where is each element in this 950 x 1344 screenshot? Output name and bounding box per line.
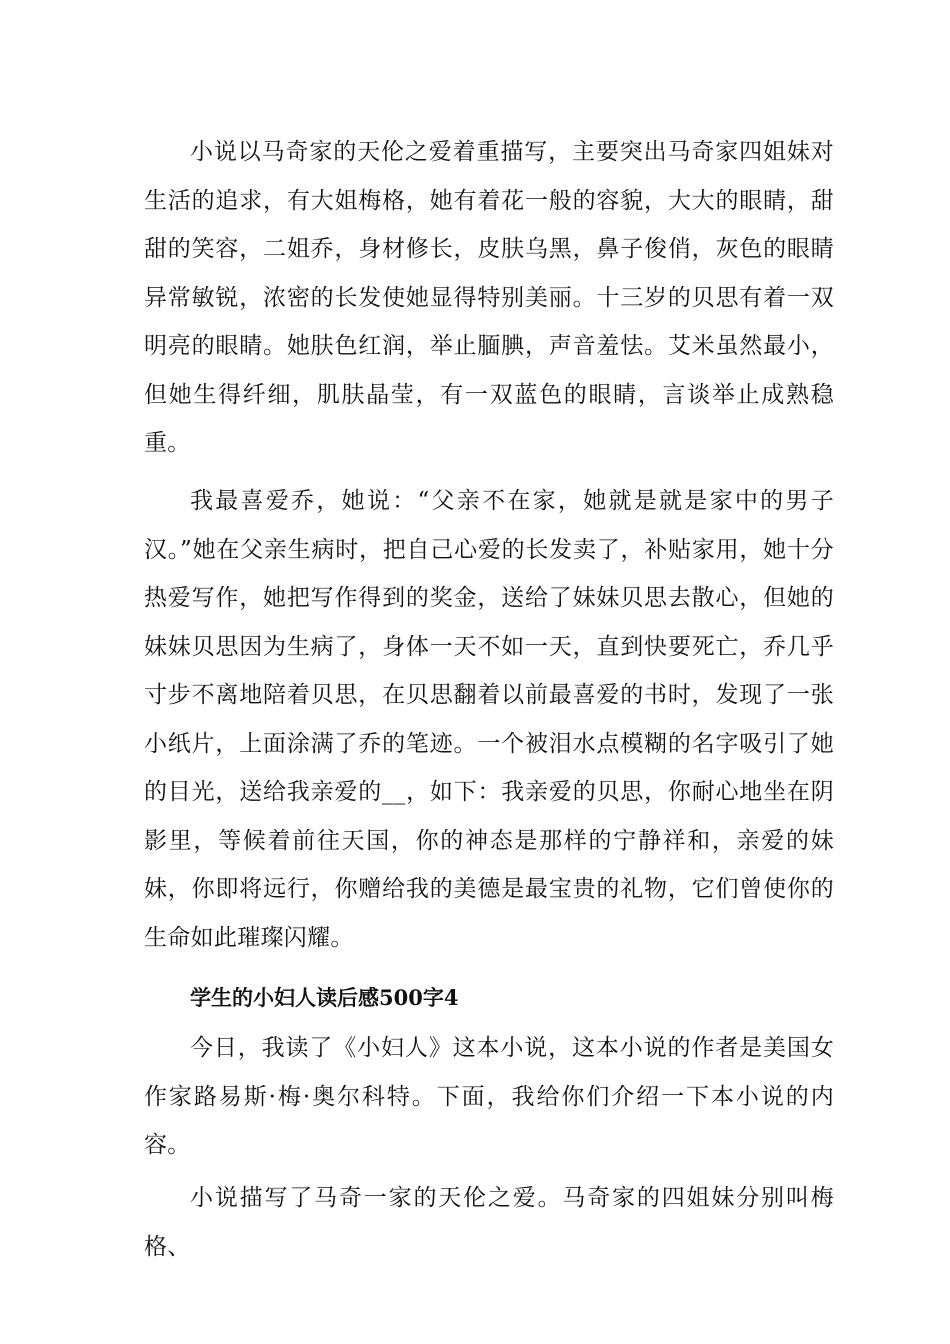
paragraph-sisters-description: 小说以马奇家的天伦之爱着重描写，主要突出马奇家四姐妹对生活的追求，有大姐梅格，她有着花一般的容貌，大大的眼睛，甜甜的笑容，二姐乔，身材修长，皮肤乌黑，鼻子俊俏，灰色的眼睛异常敏锐，浓密的长发使她显得特别美丽。十三岁的贝思有着一双明亮的眼睛。她肤色红润，举止腼腆，声音羞怯。艾米虽然最小，但她生得纤细，肌肤晶莹，有一双蓝色的眼睛，言谈举止成熟稳重。 [144,139,834,456]
paragraph-jo-favorite: 我最喜爱乔，她说：“父亲不在家，她就是就是家中的男子汉。”她在父亲生病时，把自己心爱的长发卖了，补贴家用，她十分热爱写作，她把写作得到的奖金，送给了妹妹贝思去散心，但她的妹妹贝思因为生病了，身体一天不如一天，直到快要死亡，乔几乎寸步不离地陪着贝思，在贝思翻着以前最喜爱的书时，发现了一张小纸片，上面涂满了乔的笔迹。一个被泪水点模糊的名字吸引了她的目光，送给我亲爱的__，如下：我亲爱的贝思，你耐心地坐在阴影里，等候着前往天国，你的神态是那样的宁静祥和，亲爱的妹妹，你即将远行，你赠给我的美德是最宝贵的礼物，它们曾使你的生命如此璀璨闪耀。 [144,488,834,951]
paragraph-intro-little-women: 今日，我读了《小妇人》这本小说，这本小说的作者是美国女作家路易斯·梅·奥尔科特。下面，我给你们介绍一下本小说的内容。 [144,1035,834,1158]
section-heading: 学生的小妇人读后感500字4 [190,985,459,1010]
paragraph-march-family: 小说描写了马奇一家的天伦之爱。马奇家的四姐妹分别叫梅格、 [144,1185,834,1260]
